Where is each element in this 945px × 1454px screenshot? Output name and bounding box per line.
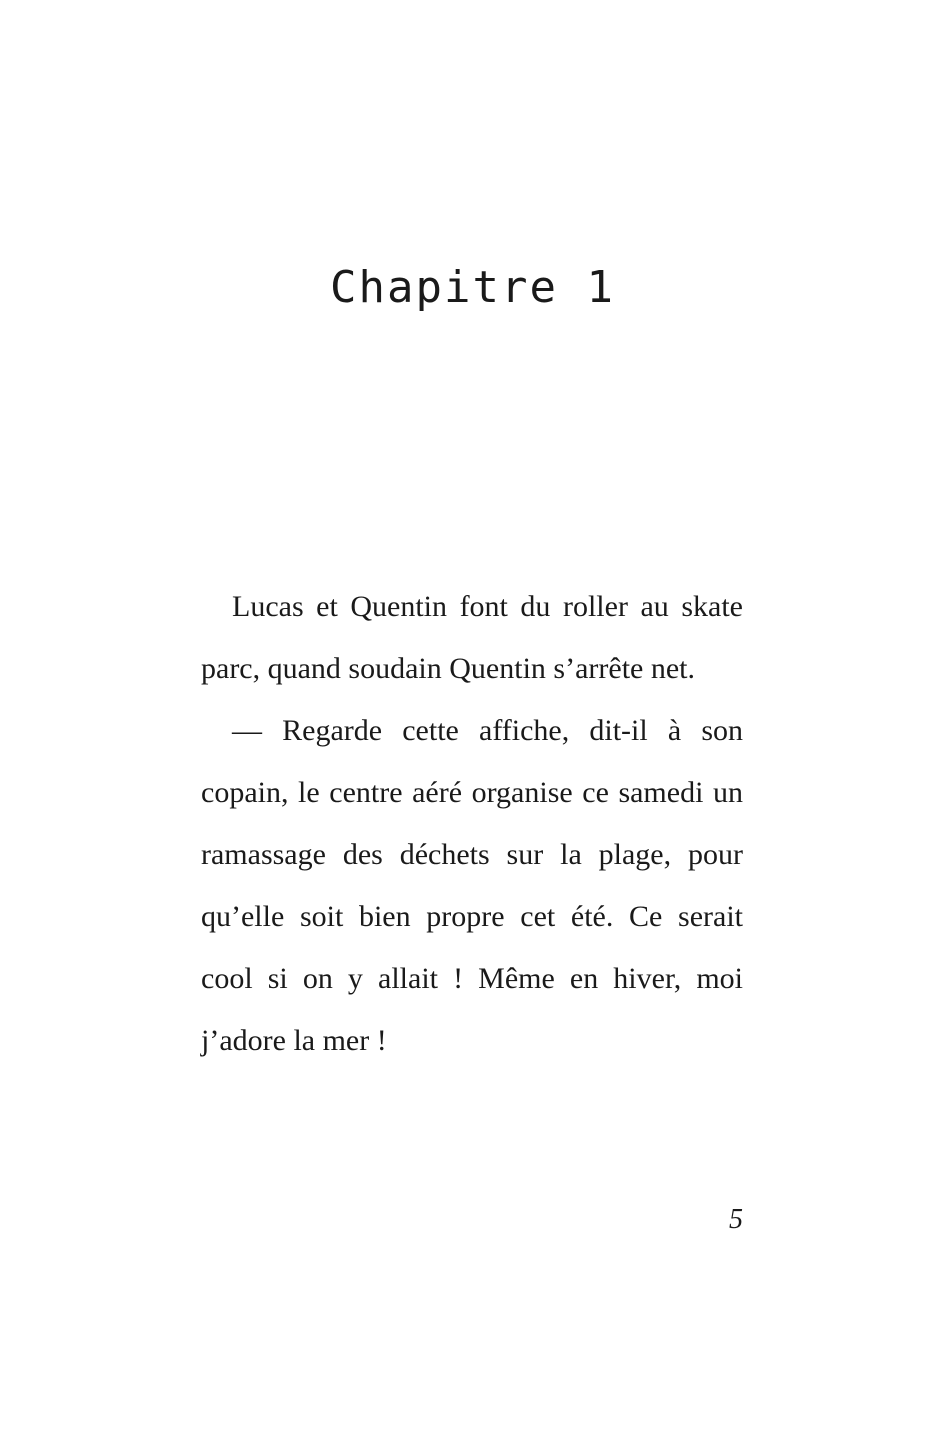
page-number: 5 bbox=[729, 1204, 743, 1235]
chapter-title: Chapitre 1 bbox=[330, 262, 615, 313]
body-text bbox=[201, 576, 743, 1072]
paragraph: — Regarde cette affiche, dit-il à son copain, le centre aéré organise ce samedi un ramassage des déchets sur la plage, pour qu’elle soit bien propre cet été. Ce serait cool si on y allait ! Même en hiver, moi j’adore la mer ! bbox=[201, 714, 743, 1057]
paragraph: Lucas et Quentin font du roller au skate parc, quand soudain Quentin s’arrête net. bbox=[201, 590, 743, 685]
